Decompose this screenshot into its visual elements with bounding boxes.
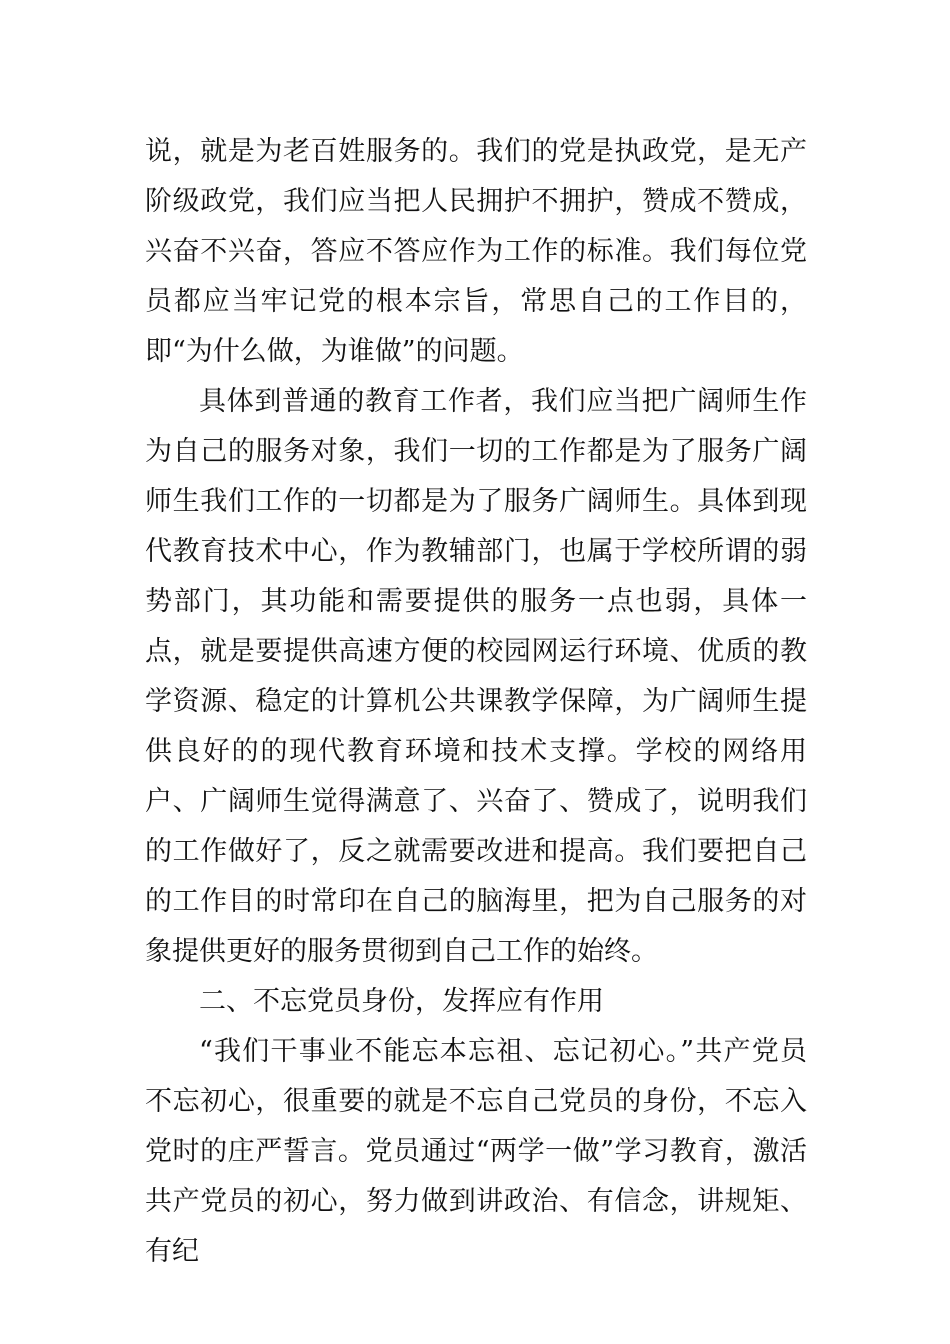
document-body (145, 127, 807, 1277)
section-heading: 二、不忘党员身份，发挥应有作用 (199, 986, 604, 1017)
paragraph-continuation: 说，就是为老百姓服务的。我们的党是执政党，是无产阶级政党，我们应当把人民拥护不拥护，赞成不赞成，兴奋不兴奋，答应不答应作为工作的标准。我们每位党员都应当牢记党的根本宗旨，常思自己的工作目的，即“为什么做，为谁做”的问题。 (145, 136, 807, 367)
paragraph-service-target: 具体到普通的教育工作者，我们应当把广阔师生作为自己的服务对象，我们一切的工作都是为了服务广阔师生我们工作的一切都是为了服务广阔师生。具体到现代教育技术中心，作为教辅部门，也属于学校所谓的弱势部门，其功能和需要提供的服务一点也弱，具体一点，就是要提供高速方便的校园网运行环境、优质的教学资源、稳定的计算机公共课教学保障，为广阔师生提供良好的的现代教育环境和技术支撑。学校的网络用户、广阔师生觉得满意了、兴奋了、赞成了，说明我们的工作做好了，反之就需要改进和提高。我们要把自己的工作目的时常印在自己的脑海里，把为自己服务的对象提供更好的服务贯彻到自己工作的始终。 (145, 386, 807, 967)
paragraph-party-identity: “我们干事业不能忘本忘祖、忘记初心。”共产党员不忘初心，很重要的就是不忘自己党员的身份，不忘入党时的庄严誓言。党员通过“两学一做”学习教育，激活共产党员的初心，努力做到讲政治、有信念，讲规矩、有纪 (145, 1036, 807, 1267)
